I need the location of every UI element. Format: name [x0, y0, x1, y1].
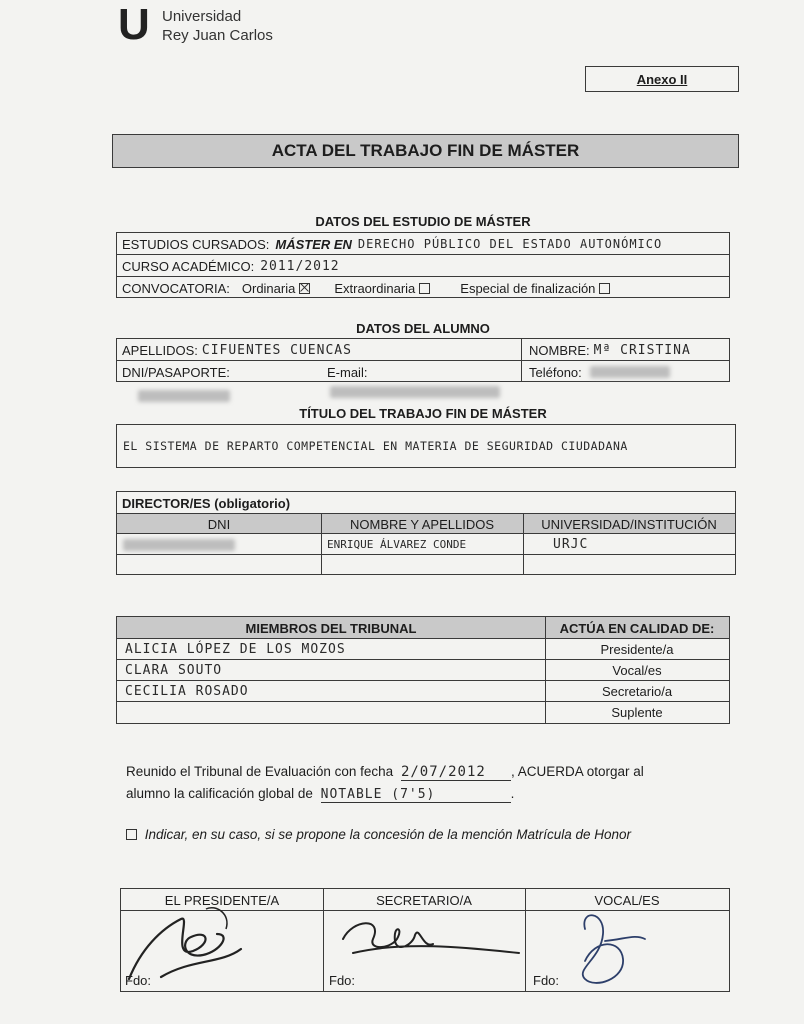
- agreement-text1: Reunido el Tribunal de Evaluación con fecha: [126, 764, 394, 779]
- university-logo: [118, 0, 318, 50]
- tribunal-role-4: Suplente: [611, 705, 663, 720]
- honor-note: Indicar, en su caso, si se propone la concesión de la mención Matrícula de Honor: [144, 827, 632, 842]
- call-extra-checkbox[interactable]: [419, 283, 430, 294]
- director-section-title: DIRECTOR/ES (obligatorio): [122, 495, 291, 511]
- annex-box: [585, 66, 739, 92]
- signature-col-vocal: VOCAL/ES: [594, 892, 660, 908]
- director-dni-redacted: [123, 539, 235, 551]
- phone-label: Teléfono:: [529, 364, 582, 380]
- student-section-title: DATOS DEL ALUMNO: [356, 321, 490, 336]
- tribunal-member-2: CLARA SOUTO: [125, 663, 223, 678]
- surname-value: CIFUENTES CUENCAS: [201, 342, 352, 358]
- fdo-president: Fdo:: [125, 973, 152, 988]
- call-ordinary-checkbox[interactable]: [299, 283, 310, 294]
- thesis-title-box: [116, 424, 736, 468]
- course-value: 2011/2012: [260, 258, 340, 274]
- study-table: [116, 232, 730, 298]
- email-redacted: [330, 386, 500, 398]
- call-extra-label: Extraordinaria: [334, 280, 416, 296]
- thesis-section-title: TÍTULO DEL TRABAJO FIN DE MÁSTER: [299, 406, 547, 421]
- surname-label: APELLIDOS:: [122, 342, 198, 358]
- university-line2: Rey Juan Carlos: [162, 27, 273, 44]
- document-title-bar: [112, 134, 739, 168]
- document-title: ACTA DEL TRABAJO FIN DE MÁSTER: [271, 141, 580, 160]
- tribunal-col-role: ACTÚA EN CALIDAD DE:: [559, 620, 715, 636]
- final-grade: NOTABLE (7'5): [321, 787, 511, 803]
- phone-redacted: [590, 366, 670, 378]
- student-table: [116, 338, 730, 382]
- fdo-secretary: Fdo:: [329, 973, 356, 988]
- evaluation-date: 2/07/2012: [401, 764, 511, 781]
- tribunal-member-1: ALICIA LÓPEZ DE LOS MOZOS: [125, 642, 346, 657]
- director-uni-value: URJC: [553, 537, 589, 552]
- university-line1: Universidad: [162, 8, 242, 25]
- annex-label: Anexo II: [636, 71, 688, 87]
- honor-checkbox[interactable]: [126, 829, 137, 840]
- email-label: E-mail:: [327, 364, 368, 380]
- agreement-text4: .: [510, 786, 515, 801]
- agreement-line2: [126, 786, 736, 803]
- study-section-title: DATOS DEL ESTUDIO DE MÁSTER: [315, 214, 531, 229]
- studies-label: ESTUDIOS CURSADOS:: [122, 236, 270, 252]
- call-label: CONVOCATORIA:: [122, 280, 230, 296]
- studies-printed: MÁSTER EN: [275, 236, 352, 252]
- signature-secretary: [323, 889, 525, 993]
- name-label: NOMBRE:: [529, 342, 590, 358]
- agreement-line1: [126, 764, 736, 781]
- dni-redacted: [138, 390, 230, 402]
- dni-label: DNI/PASAPORTE:: [122, 364, 230, 380]
- tribunal-role-2: Vocal/es: [612, 663, 662, 678]
- table-row: [117, 660, 729, 681]
- signature-president: [121, 889, 321, 993]
- table-row: [117, 639, 729, 660]
- director-col-uni: UNIVERSIDAD/INSTITUCIÓN: [541, 516, 717, 532]
- agreement-text3: alumno la calificación global de: [126, 786, 313, 801]
- thesis-title-value: EL SISTEMA DE REPARTO COMPETENCIAL EN MATERIA DE SEGURIDAD CIUDADANA: [123, 439, 628, 453]
- director-table: [116, 491, 736, 575]
- course-label: CURSO ACADÉMICO:: [122, 258, 255, 274]
- call-special-checkbox[interactable]: [599, 283, 610, 294]
- signature-vocal: [525, 889, 729, 993]
- tribunal-role-3: Secretario/a: [601, 684, 673, 699]
- signature-col-president: EL PRESIDENTE/A: [164, 892, 280, 908]
- name-value: Mª CRISTINA: [593, 342, 691, 358]
- call-special-label: Especial de finalización: [460, 280, 596, 296]
- tribunal-col-members: MIEMBROS DEL TRIBUNAL: [245, 620, 417, 636]
- studies-value: DERECHO PÚBLICO DEL ESTADO AUTONÓMICO: [357, 237, 663, 251]
- tribunal-member-3: CECILIA ROSADO: [125, 684, 249, 699]
- signature-table: [120, 888, 730, 992]
- honor-note-row: [126, 827, 631, 842]
- tribunal-role-1: Presidente/a: [600, 642, 674, 657]
- table-row: [545, 702, 729, 723]
- fdo-vocal: Fdo:: [533, 973, 560, 988]
- logo-mark: U: [118, 0, 150, 49]
- table-row: [117, 681, 729, 702]
- director-col-dni: DNI: [207, 516, 231, 532]
- call-ordinary-label: Ordinaria: [241, 280, 296, 296]
- signature-col-secretary: SECRETARIO/A: [376, 892, 472, 908]
- director-col-name: NOMBRE Y APELLIDOS: [349, 516, 495, 532]
- director-name-value: ENRIQUE ÁLVAREZ CONDE: [327, 538, 467, 551]
- agreement-text2: , ACUERDA otorgar al: [510, 764, 644, 779]
- table-row: [117, 534, 735, 555]
- tribunal-table: [116, 616, 730, 724]
